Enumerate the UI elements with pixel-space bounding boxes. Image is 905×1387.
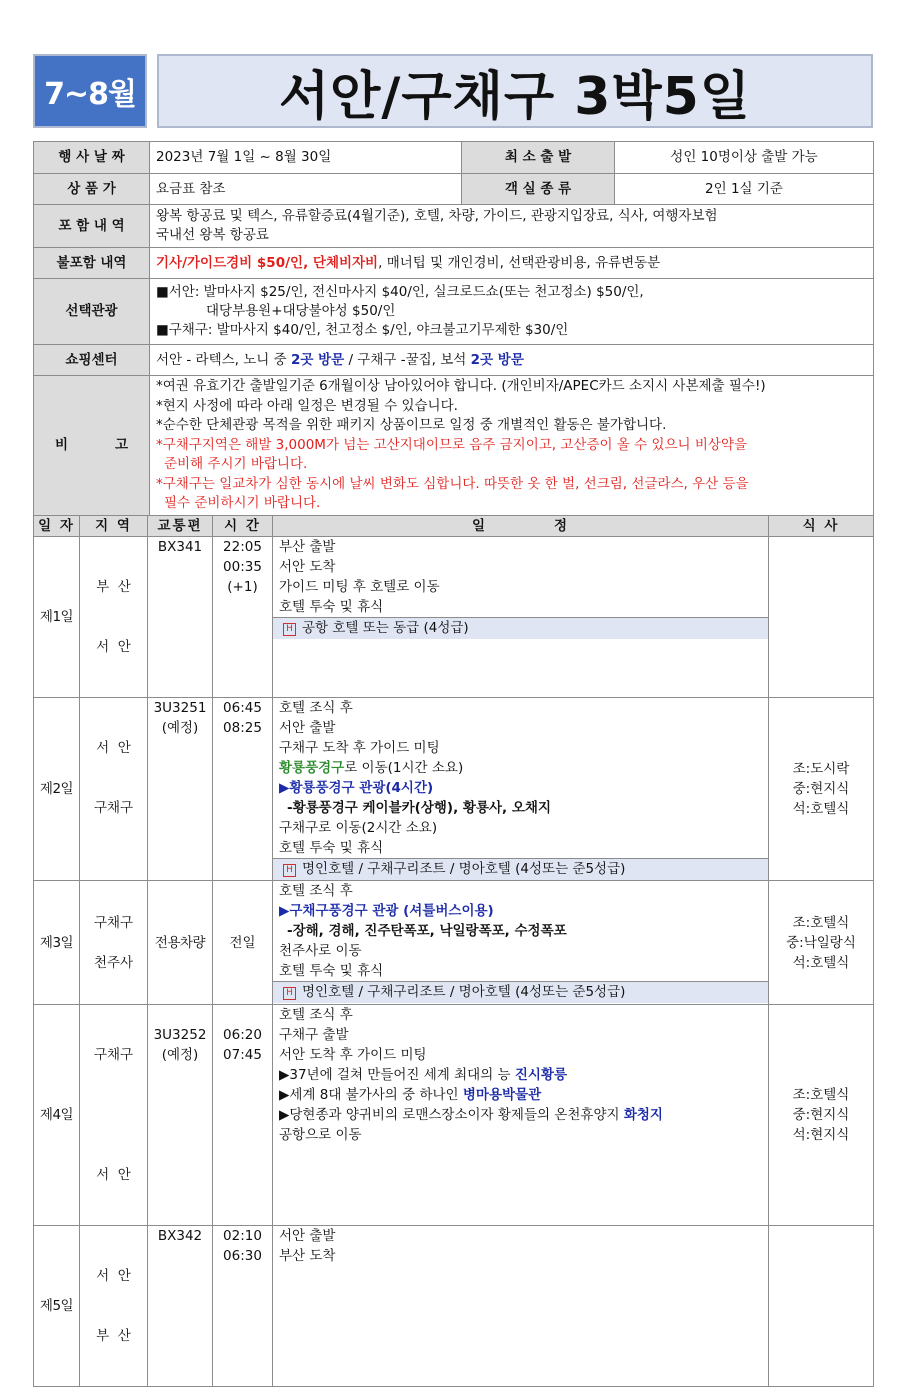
itinerary-text: 로 이동(1시간 소요): [344, 760, 464, 776]
page-title: 서안/구채구 3박5일: [157, 54, 873, 128]
time: 06:30: [223, 1248, 262, 1264]
region-cell: [80, 1005, 148, 1226]
tour-bullet: [279, 1105, 762, 1125]
min-value: 성인 10명이상 출발 가능: [615, 142, 874, 174]
room-label: 객 실 종 류: [462, 174, 615, 205]
itinerary-line: 호텔 투숙 및 휴식: [279, 963, 384, 979]
excl-label: 불포함 내역: [34, 248, 150, 279]
itinerary-line: 구채구 출발: [279, 1027, 349, 1043]
region-cell: [80, 698, 148, 881]
transport: 3U3251 (예정): [148, 698, 213, 881]
transport: 전용차량: [148, 881, 213, 1005]
meal: 중:낙일랑식: [786, 934, 856, 951]
region-cell: [80, 537, 148, 698]
tour-text: ▶당현종과 양귀비의 로맨스장소이자 황제들의 온천휴양지: [279, 1107, 624, 1123]
hotel-text: 명인호텔 / 구채구리조트 / 명아호텔 (4성또는 준5성급): [302, 984, 626, 1000]
region: 서 안: [96, 740, 131, 756]
shop-text-a: 서안 - 라텍스, 노니 중: [156, 351, 291, 368]
day-label: 제4일: [34, 1005, 80, 1226]
time: 06:45: [223, 700, 262, 716]
meal: 석:현지식: [792, 1127, 850, 1143]
time: 02:10: [223, 1228, 262, 1244]
col-region: 지 역: [80, 516, 148, 537]
col-time: 시 간: [213, 516, 273, 537]
highlight-place: 병마용박물관: [462, 1087, 542, 1103]
transport: 3U3252 (예정): [153, 1027, 207, 1063]
itinerary-cell: [273, 881, 769, 1005]
date-label: 행 사 날 짜: [34, 142, 150, 174]
transport: BX342: [148, 1226, 213, 1387]
hotel-text: 공항 호텔 또는 동급 (4성급): [302, 620, 469, 636]
itinerary-cell: [273, 1226, 769, 1387]
info-row-price: [34, 174, 874, 205]
opt-line-3: ■구채구: 발마사지 $40/인, 천고정소 $/인, 야크불고기무제한 $30/인: [156, 322, 569, 338]
region-cell: [80, 1226, 148, 1387]
meal: 중:현지식: [792, 1107, 850, 1123]
region: 구채구: [93, 914, 134, 931]
itinerary-cell: [273, 698, 769, 881]
region: 구채구: [93, 800, 134, 816]
meals-cell: [769, 1226, 874, 1387]
hotel-icon: H: [283, 987, 296, 1000]
time-cell: [213, 698, 273, 881]
col-itinerary: 일 정: [273, 516, 769, 537]
header: [33, 54, 873, 128]
time-cell: [213, 1005, 273, 1226]
meals-cell: [769, 1005, 874, 1226]
tour-bullet: [279, 1085, 762, 1105]
hotel-bar: [273, 981, 768, 1003]
region: 부 산: [96, 1328, 131, 1344]
info-row-included: [34, 205, 874, 248]
itinerary-line: 호텔 투숙 및 휴식: [279, 840, 384, 856]
meal: 조:호텔식: [792, 1087, 850, 1103]
highlight-place: 진시황릉: [514, 1067, 568, 1083]
info-row-excluded: [34, 248, 874, 279]
time-cell: [213, 537, 273, 698]
day-label: 제5일: [34, 1226, 80, 1387]
info-row-notes: [34, 376, 874, 516]
price-label: 상 품 가: [34, 174, 150, 205]
region: 구채구: [93, 1047, 134, 1063]
min-label: 최 소 출 발: [462, 142, 615, 174]
tour-sub: -황룡풍경구 케이블카(상행), 황룡사, 오채지: [287, 800, 551, 816]
itinerary-line: 서안 출발: [279, 1228, 336, 1244]
itinerary-cell: [273, 537, 769, 698]
schedule-table: [33, 515, 874, 1387]
info-table: [33, 141, 874, 516]
itinerary-line: 부산 출발: [279, 539, 336, 555]
col-transport: 교통편: [148, 516, 213, 537]
tour-sub: -장해, 경해, 진주탄폭포, 낙일랑폭포, 수정폭포: [287, 923, 567, 939]
period-badge: 7~8월: [33, 54, 147, 128]
meal: 조:도시락: [792, 761, 850, 777]
shop-text-c: / 구채구 -꿀집, 보석: [344, 351, 471, 368]
itinerary-line: [279, 758, 762, 778]
note-line-6: *구채구는 일교차가 심한 동시에 날씨 변화도 심합니다. 따뜻한 옷 한 벌, 선크림, 선글라스, 우산 등을: [156, 475, 749, 492]
hotel-icon: H: [283, 864, 296, 877]
tour-text: ▶세계 8대 불가사의 중 하나인: [279, 1087, 463, 1103]
schedule-row-day3: [34, 881, 874, 1005]
date-value: 2023년 7월 1일 ~ 8월 30일: [150, 142, 462, 174]
schedule-row-day1: [34, 537, 874, 698]
price-value: 요금표 참조: [150, 174, 462, 205]
excl-value: [150, 248, 874, 279]
itinerary-line: 구채구로 이동(2시간 소요): [279, 820, 438, 836]
schedule-row-day5: [34, 1226, 874, 1387]
incl-line-1: 왕복 항공료 및 텍스, 유류할증료(4월기준), 호텔, 차량, 가이드, 관광지입장료, 식사, 여행자보험: [156, 208, 718, 224]
time: 전일: [213, 881, 273, 1005]
region: 서 안: [96, 639, 131, 655]
transport: BX341: [148, 537, 213, 698]
schedule-row-day4: [34, 1005, 874, 1226]
meal: 석:호텔식: [792, 954, 850, 971]
itinerary-line: 호텔 조식 후: [279, 883, 353, 899]
incl-line-2: 국내선 왕복 항공료: [156, 227, 269, 243]
tour-bullet: ▶구채구풍경구 관광 (셔틀버스이용): [279, 903, 494, 919]
region: 서 안: [96, 1268, 131, 1284]
itinerary-line: 서안 도착: [279, 559, 336, 575]
hotel-bar: [273, 858, 768, 880]
itinerary-line: 호텔 투숙 및 휴식: [279, 599, 384, 615]
time: 00:35: [223, 559, 262, 575]
hotel-bar: [273, 617, 768, 639]
meals-cell: [769, 881, 874, 1005]
region: 천주사: [93, 954, 134, 971]
itinerary-cell: [273, 1005, 769, 1226]
highlight-place: 화청지: [623, 1107, 663, 1123]
meals-cell: [769, 698, 874, 881]
shop-visit-b: 2곳 방문: [470, 351, 524, 368]
room-value: 2인 1실 기준: [615, 174, 874, 205]
note-label: 비 고: [34, 376, 150, 516]
incl-label: 포 함 내 역: [34, 205, 150, 248]
time: 22:05: [223, 539, 262, 555]
info-row-date: [34, 142, 874, 174]
shop-visit-a: 2곳 방문: [290, 351, 345, 368]
meal: 석:호텔식: [792, 801, 850, 817]
excl-rest-text: , 매너팁 및 개인경비, 선택관광비용, 유류변동분: [378, 254, 661, 271]
shop-value: [150, 345, 874, 376]
incl-value: [150, 205, 874, 248]
region: 서 안: [96, 1167, 131, 1183]
time: (+1): [227, 579, 258, 595]
time-cell: [213, 1226, 273, 1387]
note-line-7: 필수 준비하시기 바랍니다.: [164, 495, 321, 512]
itinerary-line: 부산 도착: [279, 1248, 336, 1264]
schedule-header-row: [34, 516, 874, 537]
note-line-5: 준비해 주시기 바랍니다.: [164, 456, 308, 473]
hotel-icon: H: [283, 623, 296, 636]
region: 부 산: [96, 579, 131, 595]
meal: 중:현지식: [792, 781, 850, 797]
itinerary-line: 서안 도착 후 가이드 미팅: [279, 1047, 427, 1063]
time: 08:25: [223, 720, 262, 736]
meals-cell: [769, 537, 874, 698]
time: 07:45: [223, 1047, 262, 1063]
schedule-row-day2: [34, 698, 874, 881]
shop-label: 쇼핑센터: [34, 345, 150, 376]
col-meals: 식 사: [769, 516, 874, 537]
itinerary-line: 서안 출발: [279, 720, 336, 736]
itinerary-line: 가이드 미팅 후 호텔로 이동: [279, 579, 440, 595]
itinerary-line: 호텔 조식 후: [279, 700, 353, 716]
time: 06:20: [223, 1027, 262, 1043]
day-label: 제2일: [34, 698, 80, 881]
opt-line-2: 대당부용원+대당불야성 $50/인: [206, 303, 396, 319]
hotel-text: 명인호텔 / 구채구리조트 / 명아호텔 (4성또는 준5성급): [302, 861, 626, 877]
note-value: [150, 376, 874, 516]
tour-bullet: [279, 1065, 762, 1085]
col-day: 일 자: [34, 516, 80, 537]
opt-value: [150, 279, 874, 345]
info-row-shopping: [34, 345, 874, 376]
transport-cell: [148, 1005, 213, 1226]
opt-line-1: ■서안: 발마사지 $25/인, 전신마사지 $40/인, 실크로드쇼(또는 천고정소) $50/인,: [156, 284, 644, 300]
region-cell: [80, 881, 148, 1005]
itinerary-line: 호텔 조식 후: [279, 1007, 353, 1023]
highlight-place: 황룡풍경구: [279, 760, 345, 776]
note-line-3: *순수한 단체관광 목적을 위한 패키지 상품이므로 일정 중 개별적인 활동은 불가합니다.: [156, 417, 667, 434]
itinerary-line: 공항으로 이동: [279, 1127, 362, 1143]
excl-red-text: 기사/가이드경비 $50/인, 단체비자비: [156, 254, 379, 271]
note-line-2: *현지 사정에 따라 아래 일정은 변경될 수 있습니다.: [156, 397, 458, 414]
meal: 조:호텔식: [792, 914, 850, 931]
tour-text: ▶37년에 걸쳐 만들어진 세계 최대의 능: [279, 1067, 515, 1083]
note-line-1: *여권 유효기간 출발일기준 6개월이상 남아있어야 합니다. (개인비자/APEC카드 소지시 사본제출 필수!): [156, 378, 766, 395]
day-label: 제3일: [34, 881, 80, 1005]
note-line-4: *구채구지역은 해발 3,000M가 넘는 고산지대이므로 음주 금지이고, 고산증이 올 수 있으니 비상약을: [156, 436, 748, 453]
itinerary-line: 천주사로 이동: [279, 943, 362, 959]
day-label: 제1일: [34, 537, 80, 698]
info-row-optional: [34, 279, 874, 345]
opt-label: 선택관광: [34, 279, 150, 345]
itinerary-line: 구채구 도착 후 가이드 미팅: [279, 740, 440, 756]
tour-bullet: ▶황룡풍경구 관광(4시간): [279, 780, 434, 796]
